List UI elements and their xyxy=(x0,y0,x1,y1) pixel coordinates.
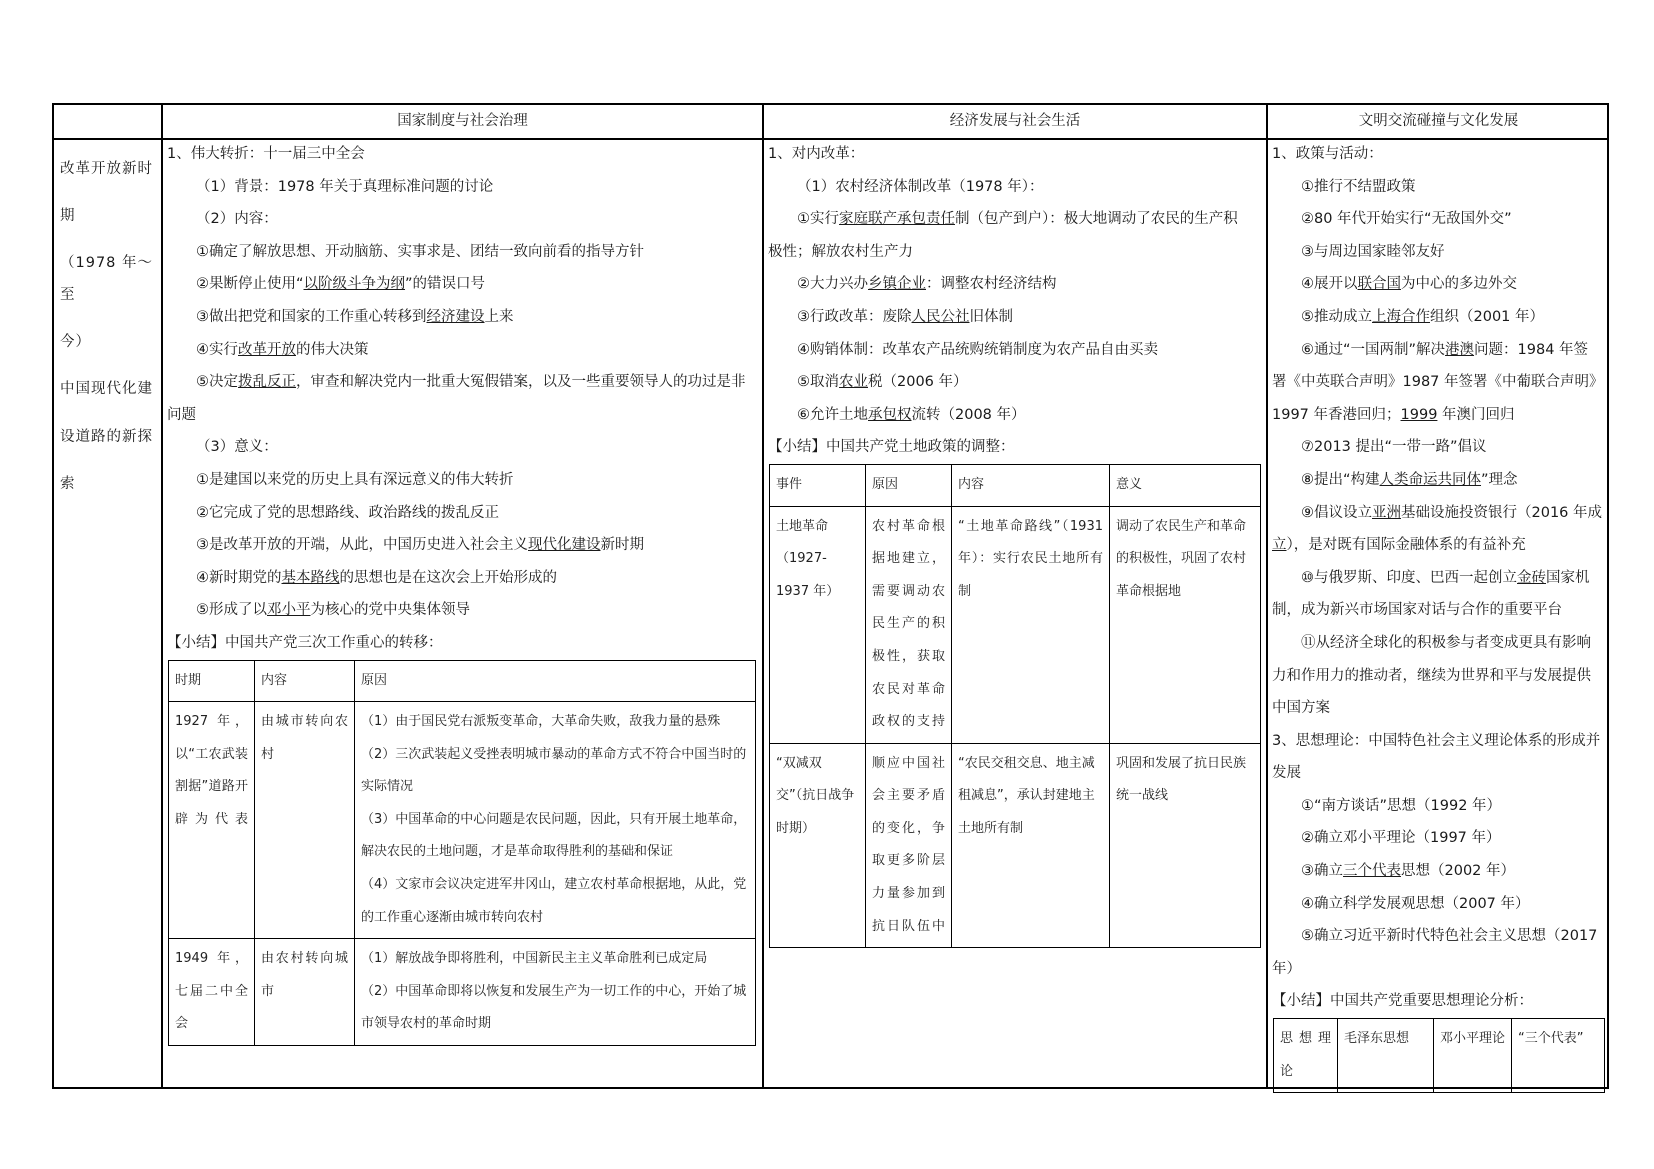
table-header-row xyxy=(169,660,756,702)
table-cell xyxy=(355,702,756,939)
reform-item: ⑤取消农业税（2006 年） xyxy=(797,374,968,391)
significance-item: ②它完成了党的思想路线、政治路线的拨乱反正 xyxy=(196,504,499,521)
summary-title: 【小结】中国共产党重要思想理论分析： xyxy=(1272,993,1533,1010)
section-title-cont: 发展 xyxy=(1272,765,1301,782)
policy-item: ①推行不结盟政策 xyxy=(1301,178,1416,195)
section-title: 1、伟大转折：十一届三中全会 xyxy=(167,146,365,162)
reform-item: ②大力兴办乡镇企业：调整农村经济结构 xyxy=(797,276,1057,293)
work-focus-table xyxy=(168,660,756,1047)
reform-item: ③行政改革：废除人民公社旧体制 xyxy=(797,308,1013,325)
content-heading: （2）内容： xyxy=(196,211,278,228)
table-cell: 由城市转向农村 xyxy=(255,702,355,939)
header-state-governance: 国家制度与社会治理 xyxy=(397,113,528,129)
summary-title: 【小结】中国共产党三次工作重心的转移： xyxy=(167,634,443,651)
policy-item-cont: 力和作用力的推动者，继续为世界和平与发展提供 xyxy=(1272,667,1591,684)
policy-item: ⑨倡议设立亚洲基础设施投资银行（2016 年成 xyxy=(1301,504,1603,521)
significance-item: ③是改革开放的开端，从此，中国历史进入社会主义现代化建设新时期 xyxy=(196,537,644,554)
content-item: ①确定了解放思想、开动脑筋、实事求是、团结一致向前看的指导方针 xyxy=(196,243,644,260)
content-item: ③做出把党和国家的工作重心转移到经济建设上来 xyxy=(196,308,514,325)
summary-title: 【小结】中国共产党土地政策的调整： xyxy=(768,439,1015,456)
reform-item: ④购销体制：改革农产品统购统销制度为农产品自由买卖 xyxy=(797,341,1158,358)
table-row xyxy=(169,702,756,939)
reform-item: ①实行家庭联产承包责任制（包产到户）：极大地调动了农民的生产积 xyxy=(797,211,1238,228)
table-header: “三个代表” xyxy=(1512,1019,1605,1093)
section-title: 1、对内改革： xyxy=(768,146,865,162)
reason-line: （1）解放战争即将胜利，中国新民主主义革命胜利已成定局 xyxy=(361,951,708,967)
reason-line: （1）由于国民党右派叛变革命，大革命失败，敌我力量的悬殊 xyxy=(361,714,721,730)
period-line: 设道路的新探 xyxy=(60,428,153,445)
col-state-governance xyxy=(167,138,757,1046)
policy-item-cont: 中国方案 xyxy=(1272,700,1330,717)
policy-item: ③与周边国家睦邻友好 xyxy=(1301,243,1445,260)
policy-item-cont: 署《中英联合声明》1987 年签署《中葡联合声明》 xyxy=(1272,374,1604,391)
section-title: 3、思想理论：中国特色社会主义理论体系的形成并 xyxy=(1272,732,1601,749)
table-cell: 农村革命根据地建立，需要调动农民生产的积极性，获取农民对革命政权的支持 xyxy=(866,506,952,743)
theory-item-cont: 年） xyxy=(1272,960,1301,977)
table-cell: “土地革命路线”（1931 年）：实行农民土地所有制 xyxy=(952,506,1110,743)
table-header-row xyxy=(770,464,1261,506)
theory-item: ④确立科学发展观思想（2007 年） xyxy=(1301,895,1530,912)
table-cell xyxy=(355,939,756,1046)
reason-line: （2）三次武装起义受挫表明城市暴动的革命方式不符合中国当时的实际情况 xyxy=(361,746,747,795)
table-header: 意义 xyxy=(1110,464,1261,506)
table-cell: 由农村转向城市 xyxy=(255,939,355,1046)
header-civilization-culture: 文明交流碰撞与文化发展 xyxy=(1358,113,1519,129)
table-header: 内容 xyxy=(255,660,355,702)
table-header: 原因 xyxy=(866,464,952,506)
theory-item: ②确立邓小平理论（1997 年） xyxy=(1301,830,1501,847)
theory-table xyxy=(1273,1018,1605,1093)
policy-item-cont: 1997 年香港回归；1999 年澳门回归 xyxy=(1272,406,1515,423)
content-item: ②果断停止使用“以阶级斗争为纲”的错误口号 xyxy=(196,276,486,293)
theory-item: ③确立三个代表思想（2002 年） xyxy=(1301,863,1516,880)
period-line: 中国现代化建 xyxy=(60,381,153,398)
reform-item-cont: 极性；解放农村生产力 xyxy=(768,243,913,260)
background-line: （1）背景：1978 年关于真理标准问题的讨论 xyxy=(196,178,494,195)
land-policy-table xyxy=(769,464,1261,948)
theory-item: ①“南方谈话”思想（1992 年） xyxy=(1301,797,1502,814)
policy-item: ⑪从经济全球化的积极参与者变成更具有影响 xyxy=(1301,634,1591,651)
period-line: 改革开放新时 xyxy=(60,160,153,177)
policy-item: ④展开以联合国为中心的多边外交 xyxy=(1301,276,1517,293)
significance-item: ①是建国以来党的历史上具有深远意义的伟大转折 xyxy=(196,471,514,488)
header-economy-society: 经济发展与社会生活 xyxy=(949,113,1081,129)
history-table xyxy=(52,103,1609,1089)
table-cell: “农民交租交息、地主减租减息”，承认封建地主土地所有制 xyxy=(952,743,1110,948)
section-title: 1、政策与活动： xyxy=(1272,146,1383,162)
table-cell: “双减双交”（抗日战争时期） xyxy=(770,743,866,948)
policy-item: ②80 年代开始实行“无敌国外交” xyxy=(1301,211,1512,228)
divider xyxy=(161,105,163,1087)
table-header: 事件 xyxy=(770,464,866,506)
policy-item: ⑤推动成立上海合作组织（2001 年） xyxy=(1301,308,1545,325)
content-item: ⑤决定拨乱反正，审查和解决党内一批重大冤假错案，以及一些重要领导人的功过是非 xyxy=(196,374,746,391)
policy-item: ⑥通过“一国两制”解决港澳问题：1984 年签 xyxy=(1301,341,1589,358)
table-header: 邓小平理论 xyxy=(1434,1019,1512,1093)
content-item-cont: 问题 xyxy=(167,406,196,423)
col-civilization-culture xyxy=(1272,138,1606,1093)
table-header-row xyxy=(1274,1019,1605,1093)
reason-line: （4）文家市会议决定进军井冈山，建立农村革命根据地，从此，党的工作重心逐渐由城市转向农村 xyxy=(361,877,747,925)
table-header: 内容 xyxy=(952,464,1110,506)
table-header: 思想理论 xyxy=(1274,1019,1338,1093)
col-economy-society xyxy=(768,138,1262,948)
table-header: 毛泽东思想 xyxy=(1338,1019,1434,1093)
table-row xyxy=(770,506,1261,743)
table-cell: 土地革命（1927-1937 年） xyxy=(770,506,866,743)
reason-line: （2）中国革命即将以恢复和发展生产为一切工作的中心，开始了城市领导农村的革命时期 xyxy=(361,983,747,1032)
policy-item-cont: 制，成为新兴市场国家对话与合作的重要平台 xyxy=(1272,602,1562,619)
divider xyxy=(1266,105,1268,1087)
significance-item: ⑤形成了以邓小平为核心的党中央集体领导 xyxy=(196,602,470,619)
table-cell: 1927 年，以“工农武装割据”道路开辟为代表 xyxy=(169,702,255,939)
period-line: 期 xyxy=(60,207,76,224)
policy-item: ⑧提出“构建人类命运共同体”理念 xyxy=(1301,471,1518,488)
significance-heading: （3）意义： xyxy=(196,439,278,456)
table-cell: 调动了农民生产和革命的积极性，巩固了农村革命根据地 xyxy=(1110,506,1261,743)
period-line: 今） xyxy=(60,334,91,351)
table-cell: 巩固和发展了抗日民族统一战线 xyxy=(1110,743,1261,948)
table-cell: 顺应中国社会主要矛盾的变化，争取更多阶层力量参加到抗日队伍中 xyxy=(866,743,952,948)
reform-item: ⑥允许土地承包权流转（2008 年） xyxy=(797,406,1026,423)
subsection-title: （1）农村经济体制改革（1978 年）： xyxy=(797,178,1044,195)
theory-item: ⑤确立习近平新时代特色社会主义思想（2017 xyxy=(1301,928,1598,945)
content-item: ④实行改革开放的伟大决策 xyxy=(196,341,369,358)
table-header: 时期 xyxy=(169,660,255,702)
period-line: （1978 年～至 xyxy=(60,254,154,304)
policy-item: ⑦2013 提出“一带一路”倡议 xyxy=(1301,439,1487,456)
table-row xyxy=(770,743,1261,948)
policy-item: ⑩与俄罗斯、印度、巴西一起创立金砖国家机 xyxy=(1301,569,1590,586)
divider xyxy=(762,105,764,1087)
significance-item: ④新时期党的基本路线的思想也是在这次会上开始形成的 xyxy=(196,569,557,586)
policy-item-cont: 立），是对既有国际金融体系的有益补充 xyxy=(1272,537,1526,554)
table-header: 原因 xyxy=(355,660,756,702)
table-cell: 1949 年，七届二中全会 xyxy=(169,939,255,1046)
reason-line: （3）中国革命的中心问题是农民问题，因此，只有开展土地革命，解决农民的土地问题，才是革命取得胜利的基础和保证 xyxy=(361,811,747,860)
table-row xyxy=(169,939,756,1046)
period-label xyxy=(60,138,160,515)
period-line: 索 xyxy=(60,475,76,492)
